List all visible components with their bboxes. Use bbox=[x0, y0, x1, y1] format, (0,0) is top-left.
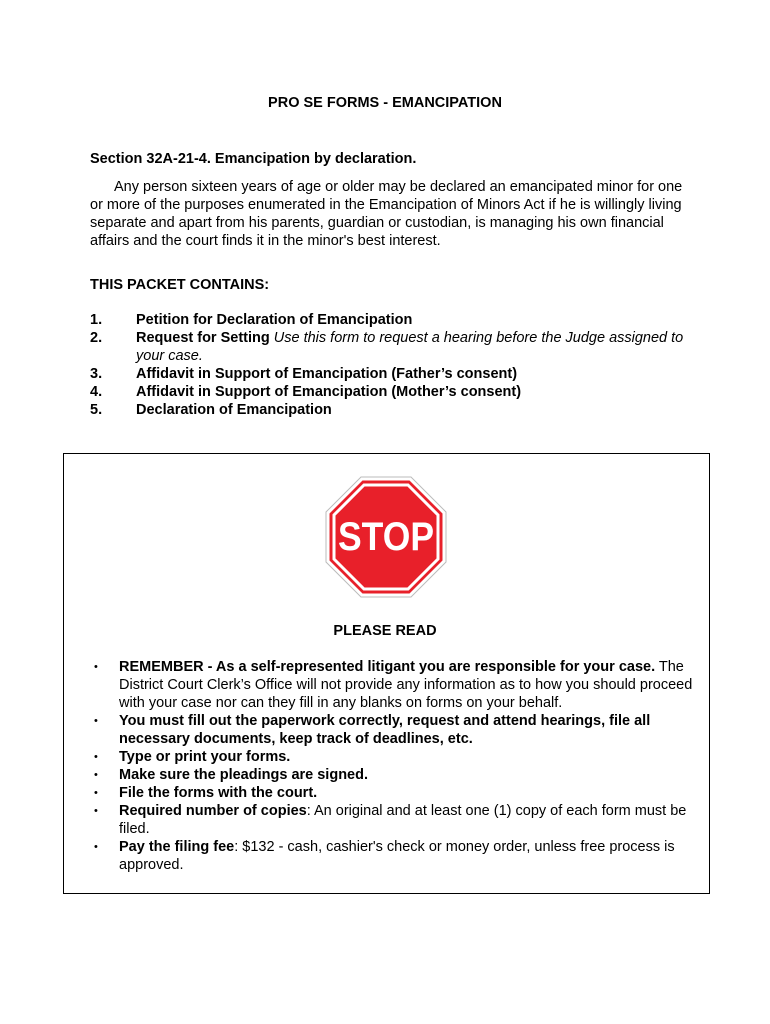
reminder-item bbox=[94, 802, 694, 838]
packet-item bbox=[90, 329, 690, 365]
reminder-bold: Required number of copies bbox=[119, 803, 307, 819]
please-read-heading: PLEASE READ bbox=[333, 623, 437, 639]
packet-list bbox=[90, 311, 690, 419]
bullet-icon: • bbox=[94, 769, 98, 781]
packet-item-label: Affidavit in Support of Emancipation (Father’s consent) bbox=[136, 366, 518, 382]
packet-item-number: 4. bbox=[90, 384, 103, 400]
reminder-bold: Make sure the pleadings are signed. bbox=[119, 767, 368, 783]
stop-sign-label: STOP bbox=[338, 515, 434, 559]
packet-item-number: 1. bbox=[90, 312, 103, 328]
reminder-list bbox=[94, 658, 694, 874]
packet-item-number: 2. bbox=[90, 330, 103, 346]
page-title: PRO SE FORMS - EMANCIPATION bbox=[268, 95, 502, 111]
reminder-text: : An original and at least one (1) copy of each form must be filed. bbox=[119, 803, 687, 837]
packet-item-label: Declaration of Emancipation bbox=[136, 402, 332, 418]
reminder-bold: REMEMBER - As a self-represented litigant you are responsible for your case. bbox=[119, 659, 656, 675]
reminder-bold: You must fill out the paperwork correctly, request and attend hearings, file all necessary documents, keep track of deadlines, etc. bbox=[119, 713, 651, 747]
packet-item-label: Request for Setting bbox=[136, 330, 270, 346]
packet-item-note: Use this form to request a hearing before the Judge assigned to your case. bbox=[136, 330, 684, 364]
reminder-item bbox=[94, 838, 694, 874]
reminder-text: : $132 - cash, cashier's check or money order, unless free process is approved. bbox=[119, 839, 675, 873]
bullet-icon: • bbox=[94, 841, 98, 853]
reminder-item bbox=[94, 748, 694, 766]
packet-item bbox=[90, 365, 690, 383]
packet-item bbox=[90, 383, 690, 401]
bullet-icon: • bbox=[94, 661, 98, 673]
packet-item bbox=[90, 311, 690, 329]
packet-heading: THIS PACKET CONTAINS: bbox=[90, 277, 270, 293]
packet-item-label: Affidavit in Support of Emancipation (Mother’s consent) bbox=[136, 384, 522, 400]
packet-item-number: 5. bbox=[90, 402, 103, 418]
section-body: Any person sixteen years of age or older may be declared an emancipated minor for one or more of the purposes enumerated in the Emancipation of Minors Act if he is willingly living separate and apart from his parents, guardian or custodian, is managing his own financial affairs and the court finds it in the minor's best interest. bbox=[90, 179, 683, 249]
packet-item-label: Petition for Declaration of Emancipation bbox=[136, 312, 413, 328]
reminder-bold: Pay the filing fee bbox=[119, 839, 235, 855]
packet-item-number: 3. bbox=[90, 366, 103, 382]
stop-sign-icon bbox=[325, 476, 447, 598]
bullet-icon: • bbox=[94, 751, 98, 763]
reminder-bold: File the forms with the court. bbox=[119, 785, 318, 801]
reminder-item bbox=[94, 712, 694, 748]
reminder-bold: Type or print your forms. bbox=[119, 749, 291, 765]
bullet-icon: • bbox=[94, 715, 98, 727]
bullet-icon: • bbox=[94, 805, 98, 817]
section-heading: Section 32A-21-4. Emancipation by declaration. bbox=[90, 151, 417, 167]
reminder-item bbox=[94, 784, 694, 802]
reminder-item bbox=[94, 766, 694, 784]
reminder-text: The District Court Clerk’s Office will not provide any information as to how you should proceed with your case nor can they fill in any blanks on forms on your behalf. bbox=[119, 659, 693, 711]
packet-item bbox=[90, 401, 690, 419]
bullet-icon: • bbox=[94, 787, 98, 799]
reminder-item bbox=[94, 658, 694, 712]
